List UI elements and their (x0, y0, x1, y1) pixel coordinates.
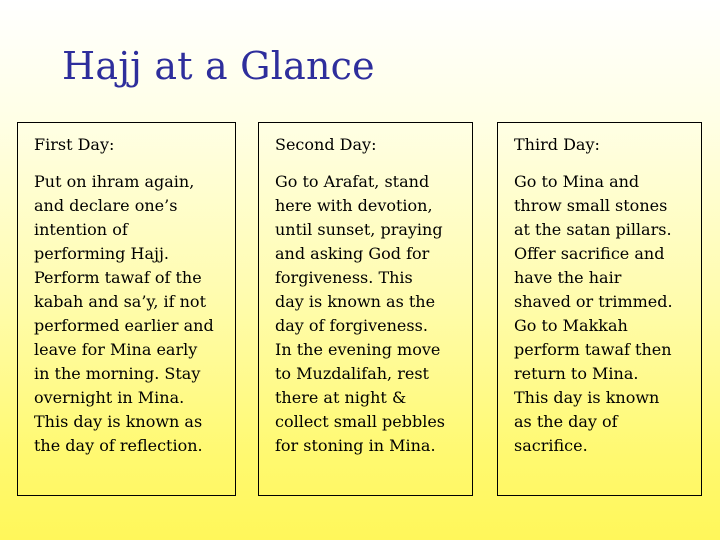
second-day-box (258, 122, 473, 496)
second-day-description: Go to Arafat, stand here with devotion, until sunset, praying and asking God for forgiveness. This day is known as the day of forgiveness. In the evening move to Muzdalifah, rest there at night & collect small pebbles for stoning in Mina. (275, 172, 446, 455)
second-day-heading: Second Day: (275, 135, 377, 154)
third-day-box (497, 122, 702, 496)
third-day-heading: Third Day: (514, 135, 600, 154)
slide-title: Hajj at a Glance (62, 44, 375, 88)
first-day-heading: First Day: (34, 135, 115, 154)
first-day-description: Put on ihram again, and declare one’s intention of performing Hajj. Perform tawaf of the kabah and sa’y, if not performed earlier and leave for Mina early in the morning. Stay overnight in Mina. This day is known as the day of reflection. (34, 172, 214, 455)
third-day-description: Go to Mina and throw small stones at the satan pillars. Offer sacrifice and have the hair shaved or trimmed. Go to Makkah perform tawaf then return to Mina. This day is known as the day of sacrifice. (514, 172, 673, 455)
first-day-box (17, 122, 236, 496)
